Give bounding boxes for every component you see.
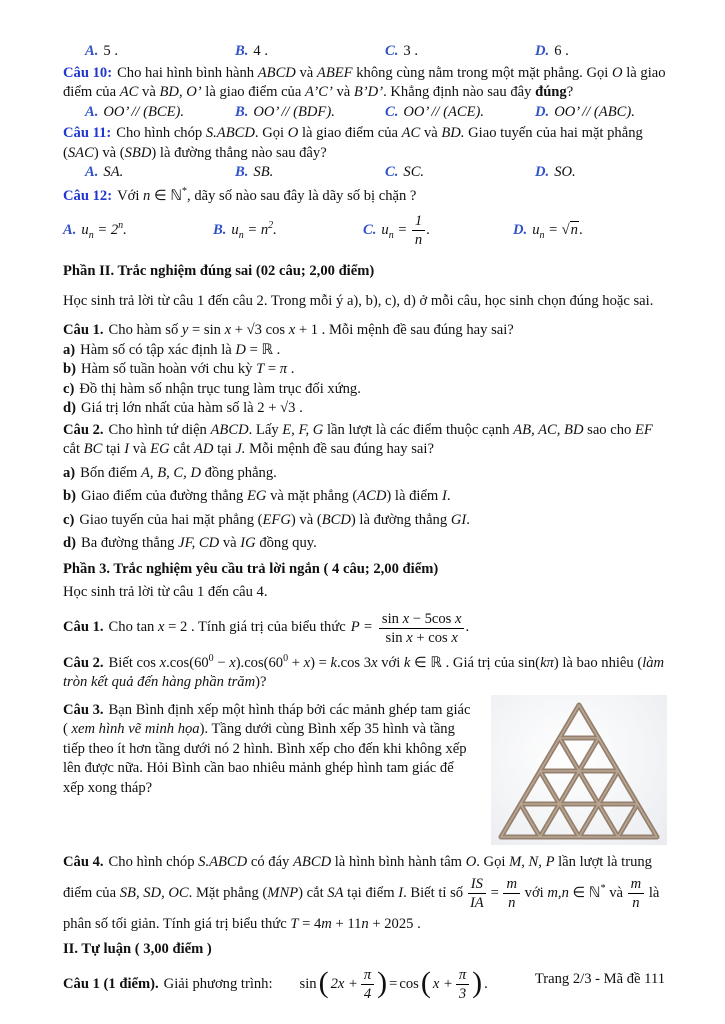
fraction-m-n: $\frac{m}{n}$	[502, 876, 521, 911]
previous-question-options-row	[85, 42, 667, 62]
part3-question-3-text: Câu 3. Bạn Bình định xếp một hình tháp bởi các mảnh ghép tam giác ( xem hình vẽ minh họa). Tầng dưới cùng Bình xếp 35 hình và tầng tiếp theo ít hơn tầng dưới nó 2 hình. Bình xếp cho đến khi không xếp lên được nữa. Hỏi Bình cần bao nhiêu mảnh ghép hình tam giác để xếp xong tháp?	[63, 701, 471, 796]
part2-q2-item-a: a) Bốn điểm A, B, C, D đồng phẳng.	[63, 464, 277, 481]
part2-q1-item-b: b) Hàm số tuần hoàn với chu kỳ T = π .	[63, 361, 295, 378]
part2-question-2-text: Câu 2. Cho hình tứ diện ABCD. Lấy E, F, G lần lượt là các điểm thuộc cạnh AB, AC, BD sao cho EF cắt BC tại I và EG cắt AD tại J. Mỗi mệnh đề sau đúng hay sai?	[63, 421, 653, 458]
part2-q1-item-c: c) Đồ thị hàm số nhận trục tung làm trục đối xứng.	[63, 380, 361, 397]
part3-question-1: Câu 1. Cho tan x = 2 . Tính giá trị của biểu thức P = $\frac{\text{sin x − 5cos x}}{\text{sin x + cos x}}$ .	[63, 610, 470, 646]
essay-heading: II. Tự luận ( 3,00 điểm )	[63, 940, 212, 957]
part3-question-4-label: Câu 4.	[63, 853, 104, 870]
part2-question-1-text: Câu 1. Cho hàm số y = sin x + √3 cos x + 1 . Mỗi mệnh đề sau đúng hay sai?	[63, 322, 514, 339]
option-a: A. 5 .	[85, 43, 118, 59]
option-a: A. SA.	[85, 164, 124, 180]
part2-q1-item-a: a) Hàm số có tập xác định là D = ℝ .	[63, 341, 281, 358]
part2-q2-item-b: b) Giao điểm của đường thẳng EG và mặt phẳng (ACD) là điểm I.	[63, 488, 451, 505]
part3-question-4-text: Câu 4. Cho hình chóp S.ABCD có đáy ABCD là hình bình hành tâm O. Gọi M, N, P lần lượt là trung điểm của SB, SD, OC. Mặt phẳng (MNP) cắt SA tại điểm I. Biết tỉ số $\frac{IS}{IA}$ = $\frac{m}{n}$ với m,n ∈ ℕ* và $\frac{m}{n}$ là phân số tối giản. Tính giá trị biểu thức T = 4m + 11n + 2025 .	[63, 853, 660, 932]
page-footer: Trang 2/3 - Mã đề 111	[534, 971, 665, 987]
triangle-tower-image	[491, 695, 667, 845]
expression-lhs: P =	[350, 619, 373, 636]
square-root: √n	[561, 221, 578, 238]
part3-question-2-text: Câu 2. Biết $\cos x.\cos(60^0 - x).\cos(60^0 + x) = k.\cos$ 3x với k ∈ ℝ . Giá trị của sin(kπ) là bao nhiêu (làm tròn kết quả đến hàng phần trăm)?	[63, 652, 665, 691]
part2-q1-item-d: d) Giá trị lớn nhất của hàm số là 2 + √3 .	[63, 400, 303, 417]
question-10-text: Câu 10: Cho hai hình bình hành ABCD và ABEF không cùng nằm trong một mặt phẳng. Gọi O là giao điểm của AC và BD, O’ là giao điểm của A’C’ và B’D’. Khẳng định nào sau đây đúng?	[63, 64, 666, 100]
part2-q2-item-d: d) Ba đường thẳng JF, CD và IG đồng quy.	[63, 535, 317, 552]
question-12-label: Câu 12:	[63, 187, 113, 204]
question-11-options-row	[85, 163, 667, 183]
option-b: B. $u_n = n^2$.	[213, 219, 277, 241]
part2-heading: Phần II. Trắc nghiệm đúng sai (02 câu; 2,00 điểm)	[63, 263, 375, 280]
option-d: D. $u_n = √n$.	[513, 221, 583, 241]
fraction-pi-3: $\frac{\pi}{3}$	[455, 967, 470, 1002]
equation: sin ( 2x + $\frac{\pi}{4}$ ) = cos ( x + $\frac{\pi}{3}$ ) .	[299, 965, 488, 1003]
part2-q2-item-c: c) Giao tuyến của hai mặt phẳng (EFG) và (BCD) là đường thẳng GI.	[63, 511, 470, 528]
option-b: B. OO’ // (BDF).	[235, 103, 335, 120]
part2-intro: Học sinh trả lời từ câu 1 đến câu 2. Trong mỗi ý a), b), c), d) ở mỗi câu, học sinh chọn đúng hoặc sai.	[63, 292, 654, 309]
question-12-options-row	[63, 213, 667, 248]
part3-question-2-label: Câu 2.	[63, 654, 104, 671]
part3-heading: Phần 3. Trắc nghiệm yêu cầu trả lời ngắn ( 4 câu; 2,00 điểm)	[63, 560, 439, 577]
option-a: A. $u_n = 2^n$.	[63, 219, 127, 241]
question-10-label: Câu 10:	[63, 64, 113, 81]
option-d: D. SO.	[535, 164, 576, 180]
fraction-IS-IA: $\frac{IS}{IA}$	[467, 876, 487, 911]
part3-question-3	[63, 701, 667, 799]
fraction-pi-4: $\frac{\pi}{4}$	[360, 967, 375, 1002]
fraction: $\frac{\text{sin x − 5cos x}}{\text{sin x + cos x}}$	[378, 611, 466, 646]
question-10-options-row	[85, 103, 667, 123]
option-c: C. OO’ // (ACE).	[385, 103, 485, 120]
option-c: C. SC.	[385, 164, 425, 180]
fraction: $\frac{1}{n}$	[411, 213, 426, 248]
option-c: C. $u_n$ = $\frac{1}{n}$ .	[363, 213, 430, 249]
part3-question-3-label: Câu 3.	[63, 701, 104, 718]
question-11-label: Câu 11:	[63, 125, 112, 141]
option-c: C. 3 .	[385, 43, 418, 59]
question-12-text: Câu 12: Với n ∈ ℕ*, dãy số nào sau đây là dãy số bị chặn ?	[63, 185, 417, 204]
option-a: A. OO’ // (BCE).	[85, 103, 185, 120]
essay-question-1: Câu 1 (1 điểm). Giải phương trình: sin ( 2x + $\frac{\pi}{4}$ ) = cos ( x + $\frac{\pi}{3}$ ) .	[63, 965, 488, 1003]
part2-question-2-label: Câu 2.	[63, 421, 104, 438]
triangle-tower-drawing	[491, 695, 667, 845]
option-b: B. 4 .	[235, 43, 268, 59]
question-11-text: Câu 11: Cho hình chóp S.ABCD. Gọi O là giao điểm của AC và BD. Giao tuyến của hai mặt phẳng (SAC) và (SBD) là đường thẳng nào sau đây?	[63, 125, 643, 161]
option-b: B. SB.	[235, 164, 274, 180]
part3-question-1-label: Câu 1.	[63, 619, 104, 636]
option-d: D. OO’ // (ABC).	[535, 103, 635, 120]
part3-intro: Học sinh trả lời từ câu 1 đến câu 4.	[63, 584, 268, 601]
essay-question-1-label: Câu 1 (1 điểm).	[63, 976, 159, 993]
fraction-m-n: $\frac{m}{n}$	[627, 876, 646, 911]
option-d: D. 6 .	[535, 43, 569, 59]
part2-question-1-label: Câu 1.	[63, 322, 104, 339]
